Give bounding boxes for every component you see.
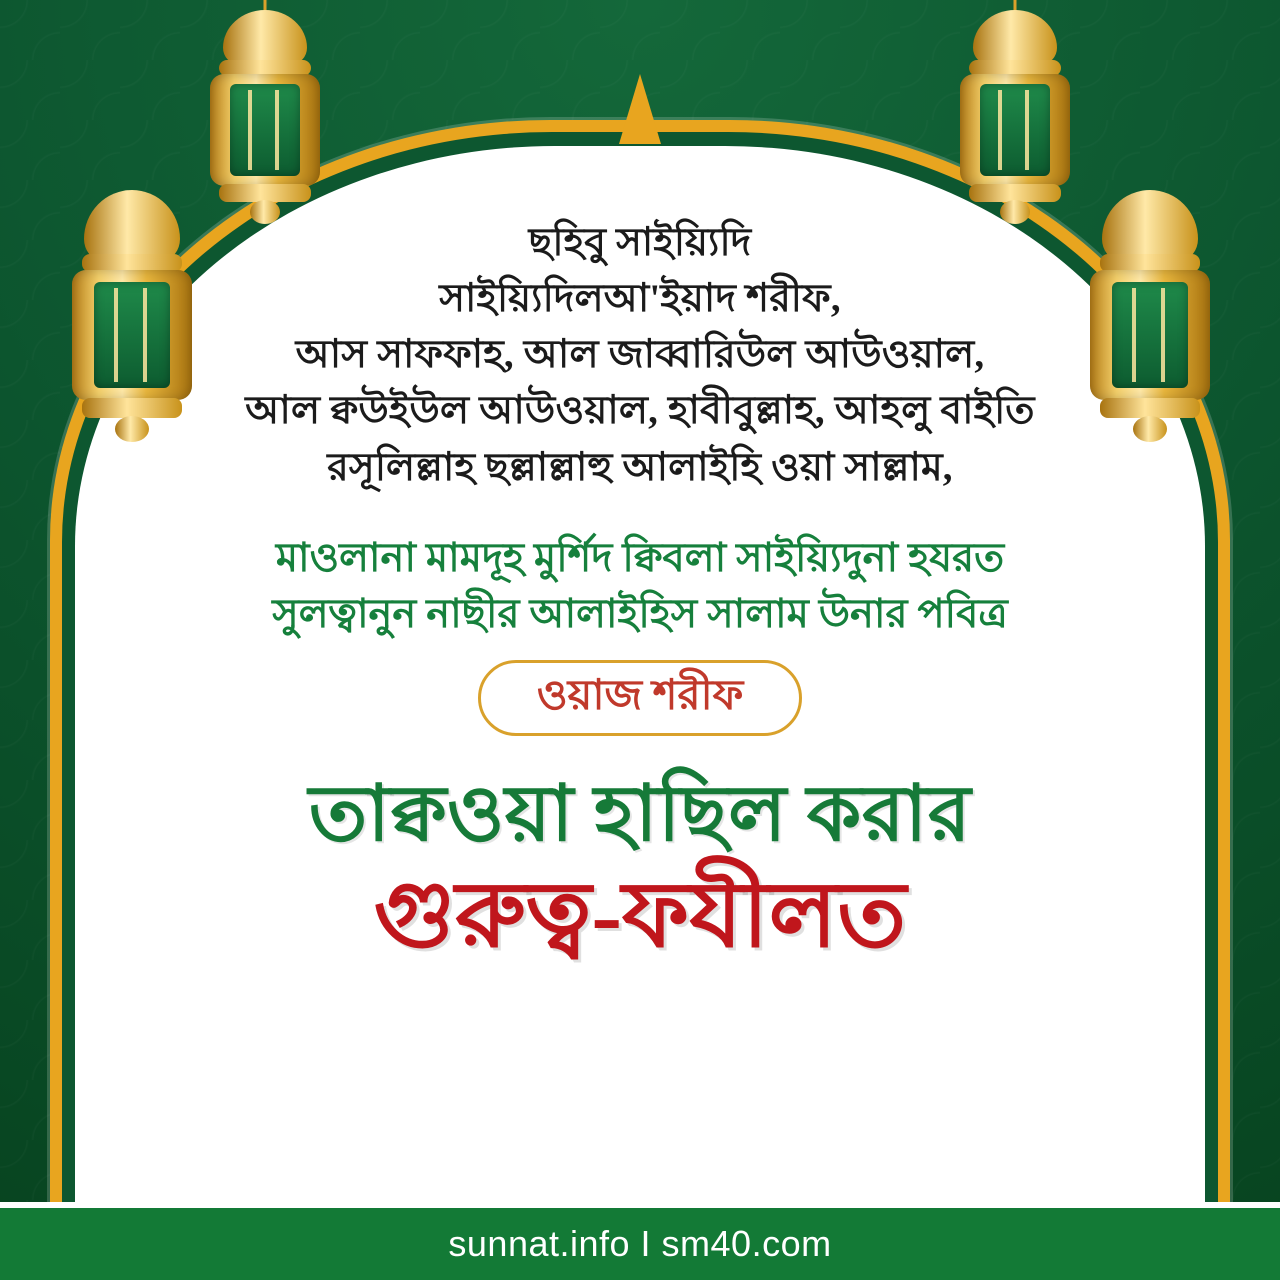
title-line-1: ছহিবু সাইয়্যিদি — [528, 221, 752, 264]
headline-red: গুরুত্ব-ফযীলত — [373, 864, 907, 967]
waz-shorif-badge: ওয়াজ শরীফ — [478, 660, 803, 736]
title-line-2: সাইয়্যিদিলআ'ইয়াদ শরীফ, — [439, 277, 841, 321]
footer-website-text: sunnat.info I sm40.com — [448, 1223, 832, 1264]
title-line-5: রসূলিল্লাহ ছল্লাল্লাহু আলাইহি ওয়া সাল্লাম, — [327, 445, 953, 489]
badge-row — [95, 660, 1185, 736]
speaker-subtitle-block — [95, 530, 1185, 642]
subtitle-line-2: সুলত্বানুন নাছীর আলাইহিস সালাম উনার পবিত্র — [272, 590, 1008, 636]
poster-content — [95, 215, 1185, 967]
subtitle-line-1: মাওলানা মামদূহ মুর্শিদ ক্বিবলা সাইয়্যিদুনা হযরত — [275, 534, 1005, 580]
footer-bar — [0, 1208, 1280, 1280]
lantern-right-inner-icon — [960, 0, 1070, 250]
lantern-left-inner-icon — [210, 0, 320, 250]
headline-green: তাক্বওয়া হাছিল করার — [308, 769, 972, 857]
title-line-3: আস সাফফাহ, আল জাব্বারিউল আউওয়াল, — [295, 333, 985, 377]
honorific-title-block — [95, 215, 1185, 496]
title-line-4: আল ক্বউইউল আউওয়াল, হাবীবুল্লাহ, আহলু বাইতি — [245, 389, 1035, 433]
